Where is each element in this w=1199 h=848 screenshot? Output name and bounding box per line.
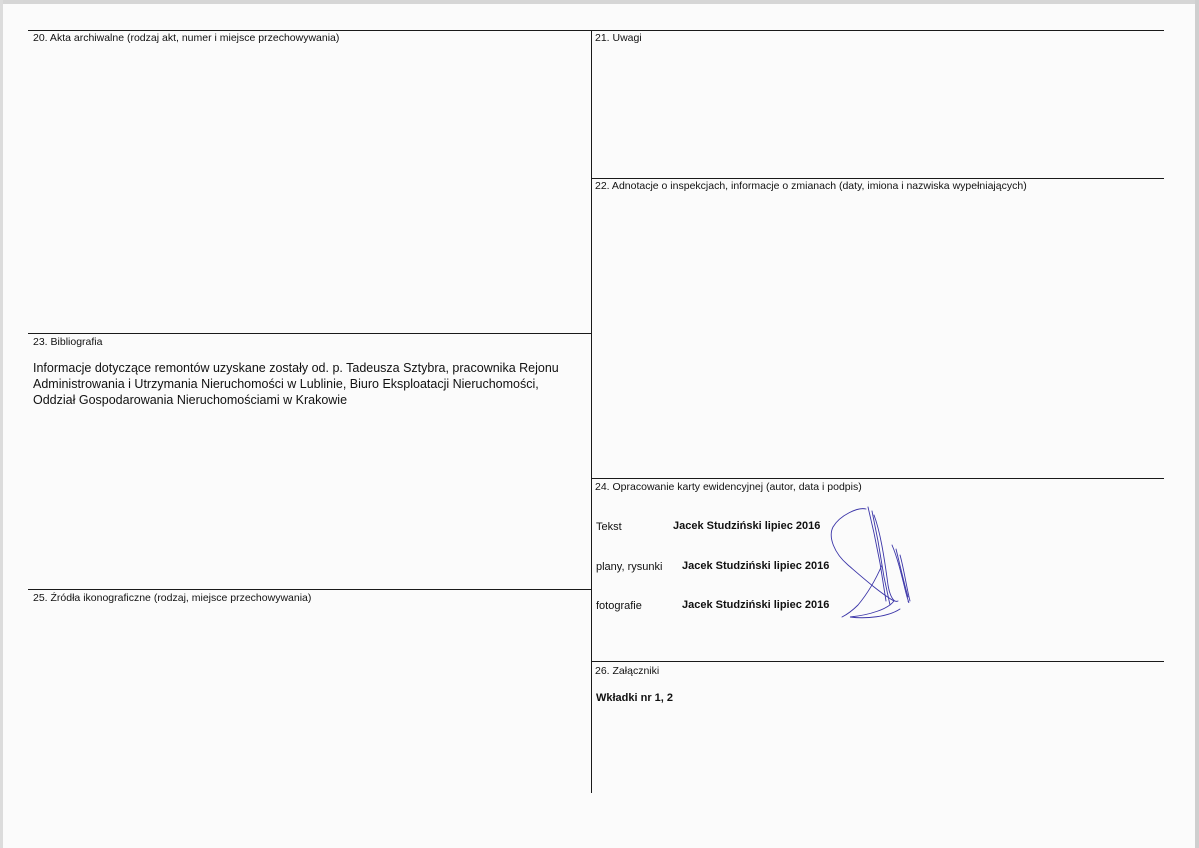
section-21-label: 21. Uwagi xyxy=(595,32,642,44)
section-24-label: 24. Opracowanie karty ewidencyjnej (autor, data i podpis) xyxy=(595,481,862,493)
section-26-value: Wkładki nr 1, 2 xyxy=(596,692,674,704)
scan-edge-right xyxy=(1195,0,1199,848)
section-25-label: 25. Źródła ikonograficzne (rodzaj, miejsce przechowywania) xyxy=(33,592,312,604)
author-row-photos-key: fotografie xyxy=(596,600,642,612)
rule-24 xyxy=(591,478,1164,479)
author-row-plans-value: Jacek Studziński lipiec 2016 xyxy=(682,560,830,572)
rule-26 xyxy=(591,661,1164,662)
section-23-text: Informacje dotyczące remontów uzyskane zostały od. p. Tadeusza Sztybra, pracownika Rejonu Administrowania i Utrzymania Nieruchomości w Lublinie, Biuro Eksploatacji Nieruchomości, Oddział Gospodarowania Nieruchomościami w Krakowie xyxy=(33,361,559,407)
author-row-text-value: Jacek Studziński lipiec 2016 xyxy=(673,520,821,532)
rule-25 xyxy=(28,589,591,590)
scan-edge-left xyxy=(0,0,3,848)
author-row-plans-key: plany, rysunki xyxy=(596,561,663,573)
rule-23 xyxy=(28,333,591,334)
scan-edge-top xyxy=(0,0,1199,4)
rule-22 xyxy=(591,178,1164,179)
section-22-label: 22. Adnotacje o inspekcjach, informacje o zmianach (daty, imiona i nazwiska wypełniających) xyxy=(595,180,1027,192)
author-row-text-key: Tekst xyxy=(596,521,622,533)
author-row-photos-value: Jacek Studziński lipiec 2016 xyxy=(682,599,830,611)
section-23-label: 23. Bibliografia xyxy=(33,336,103,348)
top-rule xyxy=(28,30,1164,31)
column-divider xyxy=(591,30,592,793)
section-26-label: 26. Załączniki xyxy=(595,665,660,677)
section-20-label: 20. Akta archiwalne (rodzaj akt, numer i miejsce przechowywania) xyxy=(33,32,340,44)
handwritten-signature xyxy=(828,505,928,621)
